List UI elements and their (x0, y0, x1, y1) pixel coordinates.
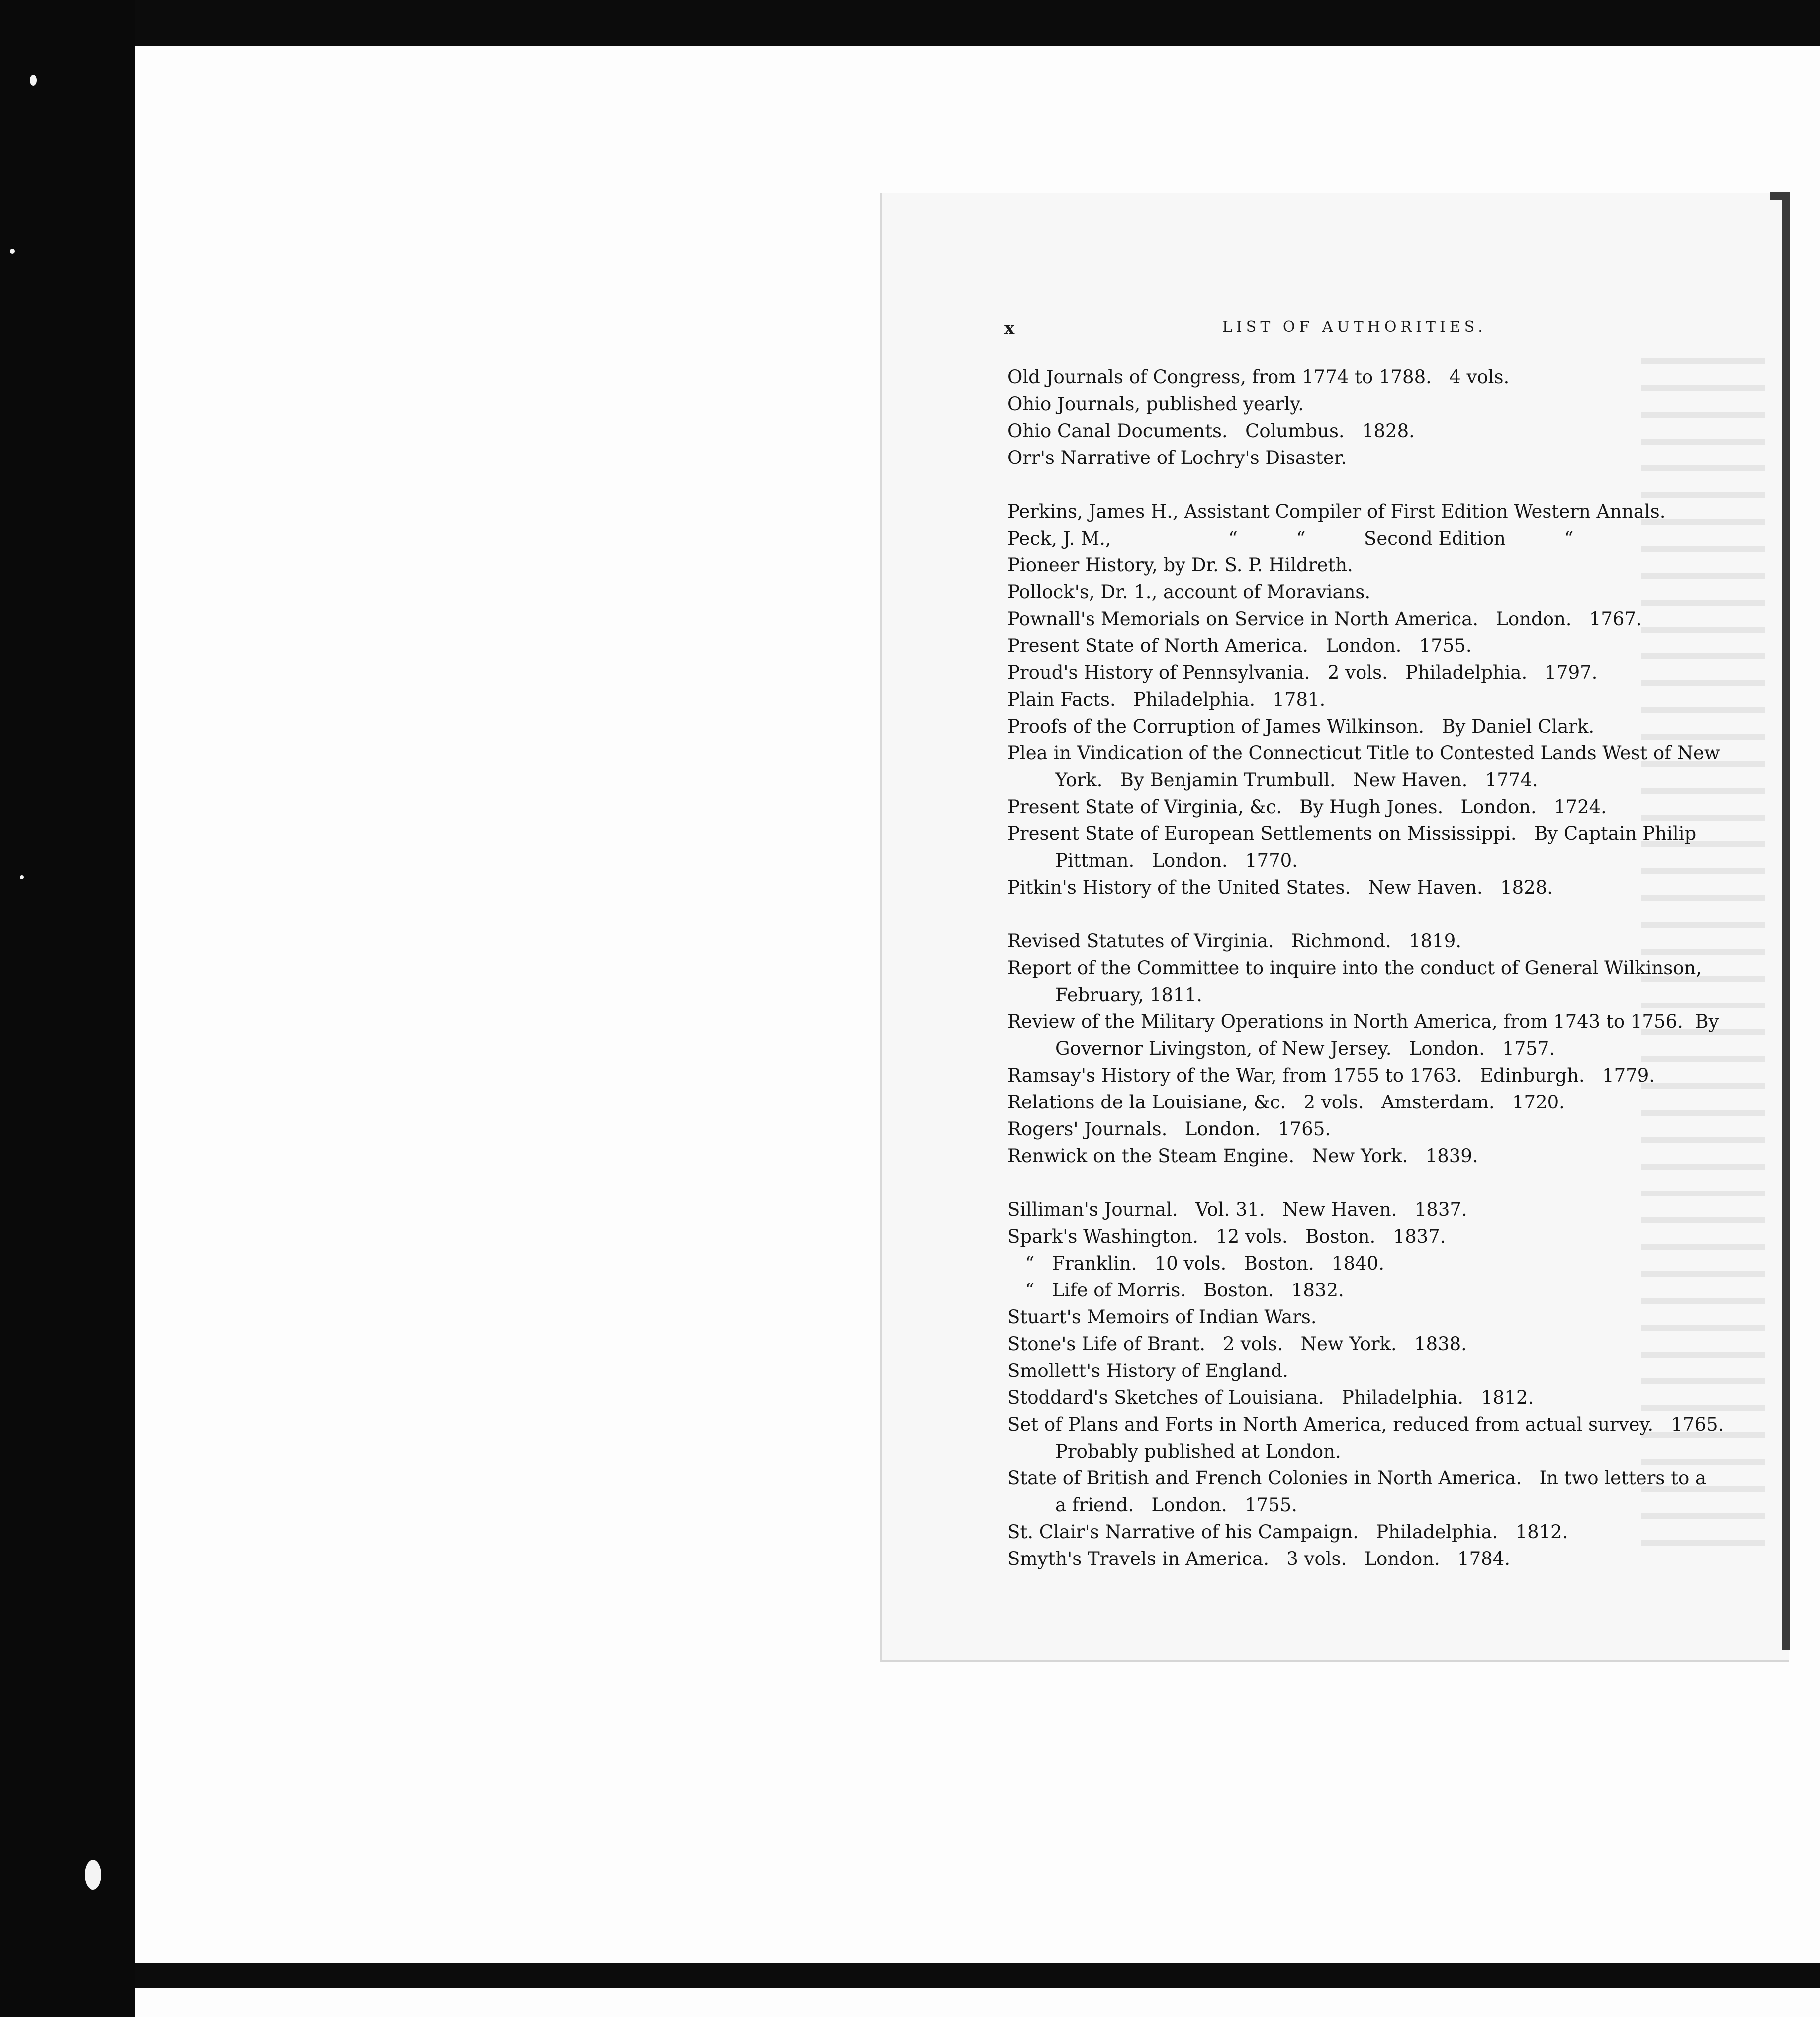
section-gap (1007, 901, 1727, 928)
microfilm-left-border (0, 0, 135, 2017)
authority-entry (1007, 1519, 1727, 1546)
authority-entry (1007, 794, 1727, 821)
authority-entry (1007, 1223, 1727, 1250)
entry-line: Pitkin's History of the United States. New Haven. 1828. (1007, 877, 1553, 898)
entry-line: Peck, J. M., “ “ Second Edition “ (1007, 528, 1574, 549)
authority-entry (1007, 1304, 1727, 1331)
entry-line: Smyth's Travels in America. 3 vols. London. 1784. (1007, 1548, 1511, 1569)
authority-entry (1007, 1008, 1727, 1062)
authority-entry (1007, 1196, 1727, 1223)
entry-continuation-line: February, 1811. (1055, 984, 1202, 1006)
entry-line: Ramsay's History of the War, from 1755 to 1763. Edinburgh. 1779. (1007, 1065, 1655, 1086)
entry-line: St. Clair's Narrative of his Campaign. Philadelphia. 1812. (1007, 1521, 1568, 1543)
section-gap (1007, 471, 1727, 498)
entry-line: Silliman's Journal. Vol. 31. New Haven. 1837. (1007, 1199, 1467, 1220)
authority-entry (1007, 1411, 1727, 1465)
entry-line: Spark's Washington. 12 vols. Boston. 1837. (1007, 1226, 1446, 1247)
authority-entry (1007, 525, 1727, 552)
entry-line: Proud's History of Pennsylvania. 2 vols. Philadelphia. 1797. (1007, 662, 1598, 683)
entry-line: Rogers' Journals. London. 1765. (1007, 1118, 1331, 1140)
entry-line: Stuart's Memoirs of Indian Wars. (1007, 1306, 1317, 1328)
entry-line: Pollock's, Dr. 1., account of Moravians. (1007, 581, 1371, 603)
entry-line: Renwick on the Steam Engine. New York. 1839. (1007, 1145, 1478, 1167)
film-speck (10, 249, 15, 254)
film-speck (20, 875, 24, 879)
film-speck (30, 75, 37, 86)
film-speck (85, 1860, 101, 1890)
section-gap (1007, 1170, 1727, 1196)
authority-list (1007, 364, 1727, 1572)
authority-entry (1007, 1465, 1727, 1519)
authority-entry (1007, 633, 1727, 659)
authority-entry (1007, 1277, 1727, 1304)
entry-line: “ Franklin. 10 vols. Boston. 1840. (1007, 1253, 1384, 1274)
authority-entry (1007, 1358, 1727, 1384)
authority-entry (1007, 928, 1727, 955)
entry-line: Pownall's Memorials on Service in North America. London. 1767. (1007, 608, 1642, 630)
authority-entry (1007, 686, 1727, 713)
authority-entry (1007, 364, 1727, 391)
authority-entry (1007, 955, 1727, 1008)
page-number: x (1004, 318, 1015, 338)
entry-line: State of British and French Colonies in North America. In two letters to a (1007, 1467, 1707, 1489)
authority-entry (1007, 606, 1727, 633)
authority-entry (1007, 1089, 1727, 1116)
entry-line: Proofs of the Corruption of James Wilkinson. By Daniel Clark. (1007, 716, 1595, 737)
authority-entry (1007, 418, 1727, 445)
running-head (1004, 318, 1522, 338)
entry-line: Relations de la Louisiane, &c. 2 vols. Amsterdam. 1720. (1007, 1092, 1565, 1113)
authority-entry (1007, 874, 1727, 901)
entry-line: Perkins, James H., Assistant Compiler of First Edition Western Annals. (1007, 501, 1666, 522)
page-title: LIST OF AUTHORITIES. (1222, 318, 1487, 336)
authority-entry (1007, 552, 1727, 579)
entry-line: Ohio Canal Documents. Columbus. 1828. (1007, 420, 1415, 442)
microfilm-top-border (0, 0, 1820, 46)
entry-line: Smollett's History of England. (1007, 1360, 1288, 1381)
entry-line: Ohio Journals, published yearly. (1007, 393, 1304, 415)
entry-line: Plain Facts. Philadelphia. 1781. (1007, 689, 1326, 710)
entry-line: Revised Statutes of Virginia. Richmond. 1819. (1007, 930, 1462, 952)
entry-line: Present State of North America. London. 1755. (1007, 635, 1472, 656)
entry-line: Stone's Life of Brant. 2 vols. New York. 1838. (1007, 1333, 1467, 1355)
authority-entry (1007, 1331, 1727, 1358)
entry-line: Plea in Vindication of the Connecticut Title to Contested Lands West of New (1007, 742, 1720, 764)
entry-line: Old Journals of Congress, from 1774 to 1788. 4 vols. (1007, 367, 1510, 388)
page-binding-edge (1782, 193, 1790, 1650)
entry-line: Present State of Virginia, &c. By Hugh Jones. London. 1724. (1007, 796, 1607, 818)
entry-line: Report of the Committee to inquire into the conduct of General Wilkinson, (1007, 957, 1702, 979)
authority-entry (1007, 498, 1727, 525)
entry-line: Stoddard's Sketches of Louisiana. Philadelphia. 1812. (1007, 1387, 1534, 1408)
entry-continuation-line: Governor Livingston, of New Jersey. London. 1757. (1055, 1038, 1555, 1059)
entry-continuation-line: a friend. London. 1755. (1055, 1494, 1297, 1516)
microfilm-bottom-border (0, 1963, 1820, 1988)
entry-continuation-line: York. By Benjamin Trumbull. New Haven. 1774. (1055, 769, 1538, 791)
entry-line: Present State of European Settlements on Mississippi. By Captain Philip (1007, 823, 1697, 844)
authority-entry (1007, 1143, 1727, 1170)
authority-entry (1007, 821, 1727, 874)
authority-entry (1007, 445, 1727, 471)
entry-line: Review of the Military Operations in North America, from 1743 to 1756. By (1007, 1011, 1719, 1032)
entry-continuation-line: Probably published at London. (1055, 1441, 1341, 1462)
authority-entry (1007, 1546, 1727, 1572)
authority-entry (1007, 740, 1727, 794)
entry-line: Orr's Narrative of Lochry's Disaster. (1007, 447, 1347, 468)
page-corner-mark (1770, 192, 1790, 200)
authority-entry (1007, 391, 1727, 418)
authority-entry (1007, 1062, 1727, 1089)
entry-line: Set of Plans and Forts in North America, reduced from actual survey. 1765. (1007, 1414, 1724, 1435)
authority-entry (1007, 1250, 1727, 1277)
authority-entry (1007, 1384, 1727, 1411)
authority-entry (1007, 659, 1727, 686)
entry-line: Pioneer History, by Dr. S. P. Hildreth. (1007, 554, 1353, 576)
authority-entry (1007, 579, 1727, 606)
entry-continuation-line: Pittman. London. 1770. (1055, 850, 1298, 871)
authority-entry (1007, 713, 1727, 740)
entry-line: “ Life of Morris. Boston. 1832. (1007, 1280, 1344, 1301)
authority-entry (1007, 1116, 1727, 1143)
